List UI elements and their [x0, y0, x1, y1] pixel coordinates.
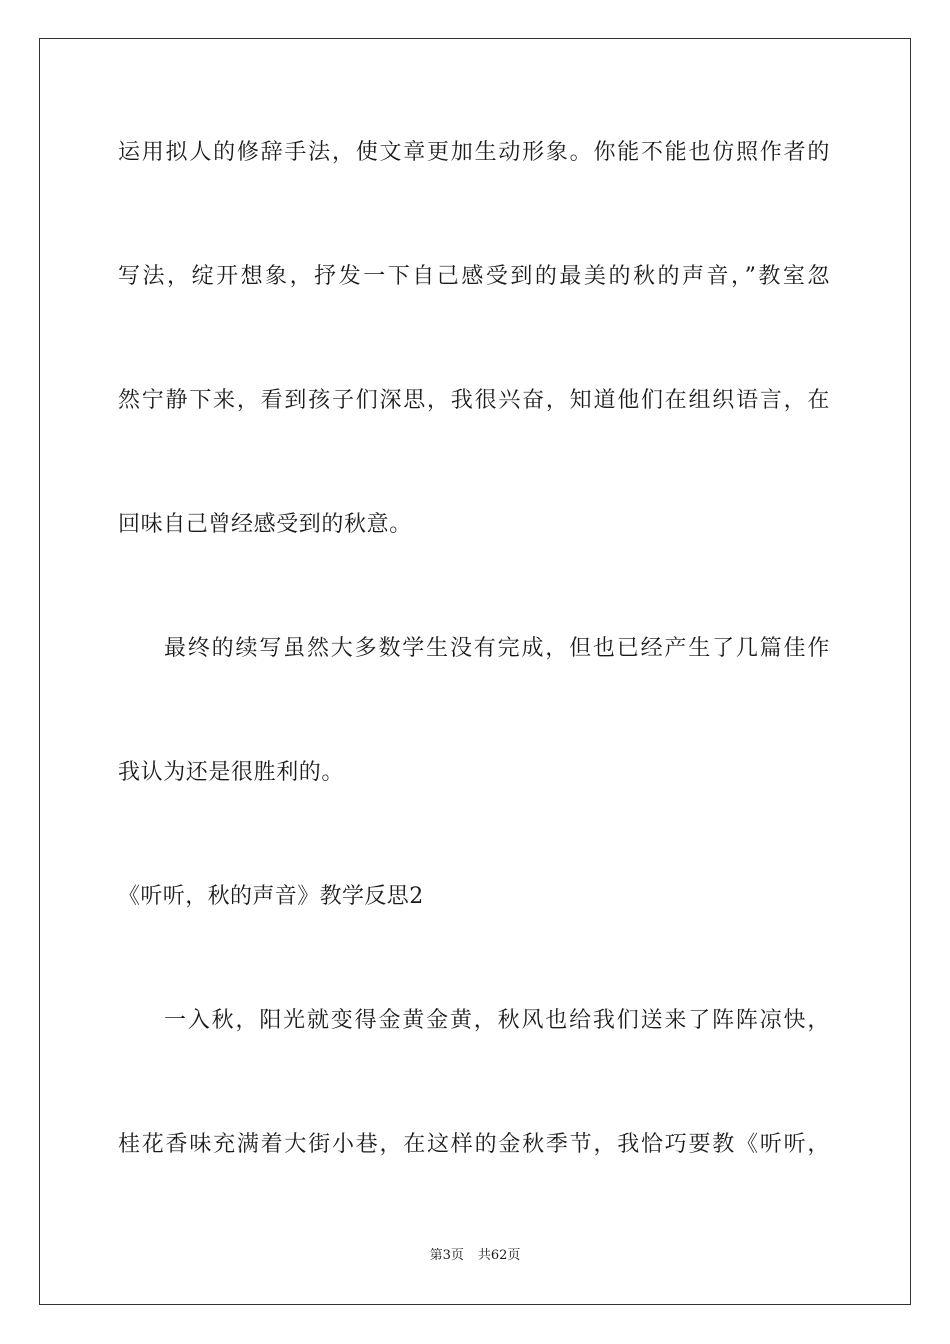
body-text-line: 回味自己曾经感受到的秋意。 [118, 512, 412, 537]
body-text-line: 运用拟人的修辞手法，使文章更加生动形象。你能不能也仿照作者的 [118, 140, 830, 165]
total-pages: 共62页 [477, 1248, 521, 1263]
page-number: 第3页 [429, 1248, 464, 1263]
page-footer [0, 1247, 950, 1265]
body-text-line: 写法，绽开想象，抒发一下自己感受到的最美的秋的声音，”教室忽 [118, 264, 830, 289]
paragraph-first-line: 一入秋，阳光就变得金黄金黄，秋风也给我们送来了阵阵凉快， [164, 1008, 830, 1033]
page-border [39, 38, 911, 1305]
body-text-line: 桂花香味充满着大街小巷，在这样的金秋季节，我恰巧要教《听听， [118, 1132, 830, 1157]
section-heading: 《听听，秋的声音》教学反思2 [118, 884, 424, 909]
body-text-line: 我认为还是很胜利的。 [118, 760, 345, 785]
paragraph-first-line: 最终的续写虽然大多数学生没有完成，但也已经产生了几篇佳作 [164, 636, 830, 661]
body-text-line: 然宁静下来，看到孩子们深思，我很兴奋，知道他们在组织语言，在 [118, 388, 830, 413]
